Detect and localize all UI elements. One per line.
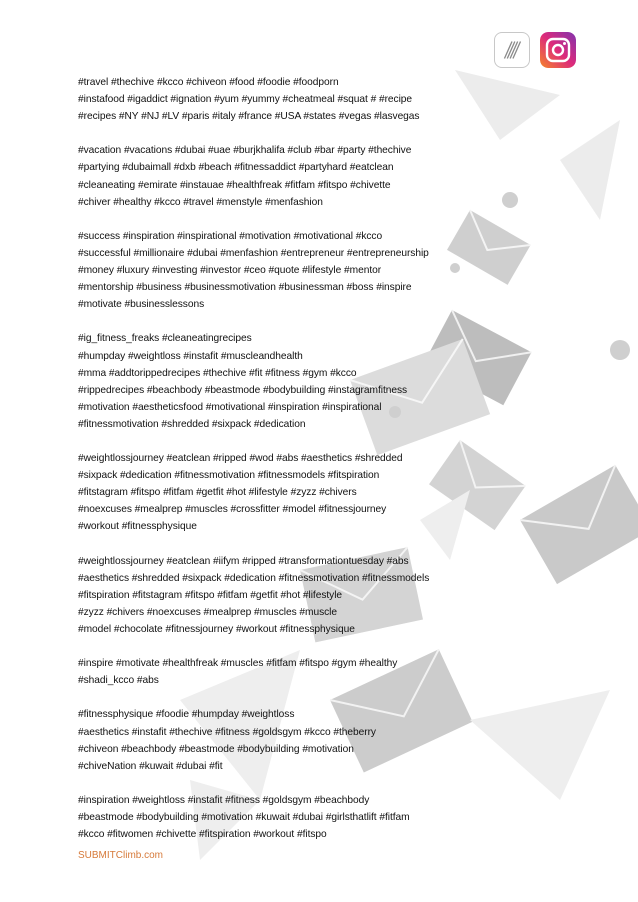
hashtag-line: #chiveon #beachbody #beastmode #bodybuilding #motivation [78,743,354,755]
instagram-icon [540,32,576,68]
hashtag-block [78,228,478,313]
hashtag-line: #fitspiration #fitstagram #fitspo #fitfam #getfit #hot #lifestyle [78,589,343,601]
hashtag-line: #inspiration #weightloss #instafit #fitness #goldsgym #beachbody [78,794,370,806]
hashtag-line: #motivate #businesslessons [78,299,205,311]
hashtag-line: #recipes #NY #NJ #LV #paris #italy #france #USA #states #vegas #lasvegas [78,111,420,123]
hashtag-line: #aesthetics #shredded #sixpack #dedication #fitnessmotivation #fitnessmodels [78,572,430,584]
hashtag-line: #successful #millionaire #dubai #menfashion #entrepreneur #entrepreneurship [78,247,429,259]
hashtag-line: #model #chocolate #fitnessjourney #workout #fitnessphysique [78,624,355,635]
hashtag-block [78,142,478,210]
hashtag-line: #travel #thechive #kcco #chiveon #food #foodie #foodporn [78,77,339,88]
hashtag-line: #ig_fitness_freaks #cleaneatingrecipes [78,333,252,345]
hashtag-line: #success #inspiration #inspirational #motivation #motivational #kcco [78,230,383,242]
hashtag-line: #instafood #igaddict #ignation #yum #yummy #cheatmeal #squat # #recipe [78,94,413,106]
hashtag-line: #chiver #healthy #kcco #travel #menstyle #menfashion [78,196,323,208]
hashtag-line: #partying #dubaimall #dxb #beach #fitnessaddict #partyhard #eatclean [78,162,394,174]
hashtag-block [78,553,478,638]
hashtag-line: #rippedrecipes #beachbody #beastmode #bodybuilding #instagramfitness [78,384,408,396]
hashtag-block [78,655,478,689]
dot-shape [610,340,630,360]
hashtag-line: #kcco #fitwomen #chivette #fitspiration #workout #fitspo [78,829,327,841]
hashtag-block [78,706,478,774]
hashtag-line: #weightlossjourney #eatclean #ripped #wod #abs #aesthetics #shredded [78,453,403,465]
hashtag-line: #inspire #motivate #healthfreak #muscles #fitfam #fitspo #gym #healthy [78,658,398,670]
hashtag-line: #workout #fitnessphysique [78,521,197,533]
hashtag-line: #weightlossjourney #eatclean #iifym #ripped #transformationtuesday #abs [78,555,409,567]
hashtag-block [78,792,478,843]
hashtag-list [78,74,478,860]
hashtag-line: #mentorship #business #businessmotivation #businessman #boss #inspire [78,282,412,294]
hashtag-line: #shadi_kcco #abs [78,675,159,687]
hashtag-line: #fitstagram #fitspo #fitfam #getfit #hot #lifestyle #zyzz #chivers [78,487,357,499]
hashtag-line: #cleaneating #emirate #instauae #healthfreak #fitfam #fitspo #chivette [78,179,391,191]
hashtag-block [78,450,478,535]
hashtag-line: #zyzz #chivers #noexcuses #mealprep #muscles #muscle [78,606,337,618]
hashtag-line: #fitnessphysique #foodie #humpday #weightloss [78,709,295,721]
hashtag-line: #noexcuses #mealprep #muscles #crossfitter #model #fitnessjourney [78,504,387,516]
hashtag-line: #motivation #aestheticsfood #motivational #inspiration #inspirational [78,401,382,413]
hashtag-block [78,330,478,433]
hashtag-line: #beastmode #bodybuilding #motivation #kuwait #dubai #girlsthatlift #fitfam [78,812,410,824]
stripes-logo-icon [494,32,530,68]
hashtag-line: #chiveNation #kuwait #dubai #fit [78,760,223,772]
footer-link[interactable]: SUBMITClimb.com [78,850,164,861]
envelope-icon [520,465,638,584]
hashtag-line: #humpday #weightloss #instafit #muscleandhealth [78,350,303,362]
paper-plane-shape [560,120,620,220]
hashtag-block [78,74,478,125]
hashtag-line: #money #luxury #investing #investor #ceo #quote #lifestyle #mentor [78,265,382,277]
paper-plane-shape [470,690,610,800]
dot-shape [502,192,518,208]
hashtag-line: #mma #addtorippedrecipes #thechive #fit #fitness #gym #kcco [78,367,357,379]
hashtag-line: #vacation #vacations #dubai #uae #burjkhalifa #club #bar #party #thechive [78,145,412,157]
hashtag-line: #aesthetics #instafit #thechive #fitness #goldsgym #kcco #theberry [78,726,376,738]
hashtag-line: #fitnessmotivation #shredded #sixpack #dedication [78,418,306,430]
hashtag-line: #sixpack #dedication #fitnessmotivation #fitnessmodels #fitspiration [78,470,380,482]
header-logos [494,32,576,68]
